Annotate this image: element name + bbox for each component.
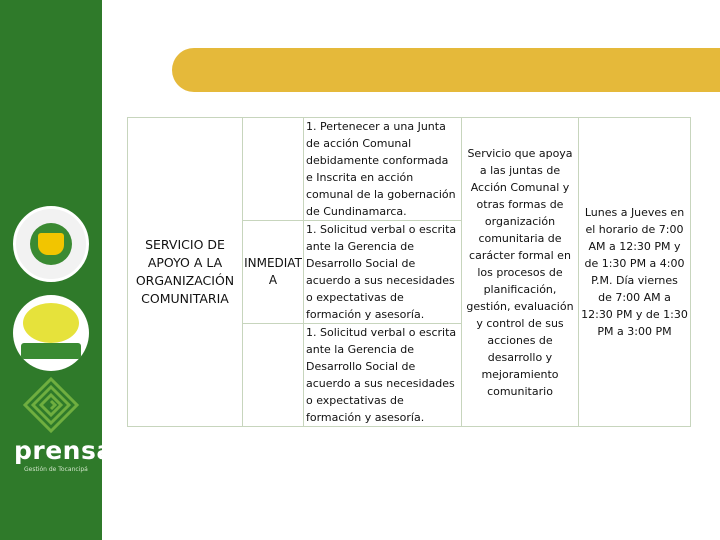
timing-cell-middle: INMEDIAT A <box>243 221 304 324</box>
seal-shield-icon <box>30 223 72 265</box>
timing-cell-bottom <box>243 324 304 427</box>
schedule-cell: Lunes a Jueves en el horario de 7:00 AM a 12:30 PM y de 1:30 PM a 4:00 P.M. Día viernes de 7:00 AM a 12:30 PM y de 1:30 PM a 3:00 PM <box>579 118 691 427</box>
requirement-cell-2: 1. Solicitud verbal o escrita ante la Gerencia de Desarrollo Social de acuerdo a sus necesidades o expectativas de formación y asesoría. <box>304 221 462 324</box>
left-sidebar <box>0 0 114 540</box>
table-row <box>128 118 691 221</box>
brand-wordmark: prensa <box>14 436 114 465</box>
timing-cell-top <box>243 118 304 221</box>
requirement-cell-3: 1. Solicitud verbal o escrita ante la Gerencia de Desarrollo Social de acuerdo a sus necesidades o expectativas de formación y asesoría. <box>304 324 462 427</box>
header-banner <box>172 48 720 92</box>
spiral-pattern-icon <box>22 376 80 434</box>
requirement-cell-1: 1. Pertenecer a una Junta de acción Comunal debidamente conformada e Inscrita en acción comunal de la gobernación de Cundinamarca. <box>304 118 462 221</box>
service-table <box>127 117 691 427</box>
inclusive-participative-logo <box>13 295 89 371</box>
mascot-icon <box>23 303 79 343</box>
brand-subtitle: Gestión de Tocancipá <box>24 466 88 473</box>
municipal-seal-logo <box>13 206 89 282</box>
description-cell: Servicio que apoya a las juntas de Acción Comunal y otras formas de organización comunitaria de carácter formal en los procesos de planificación, gestión, evaluación y control de sus acciones de desarrollo y mejoramiento comunitario <box>462 118 579 427</box>
service-name-cell: SERVICIO DE APOYO A LA ORGANIZACIÓN COMUNITARIA <box>128 118 243 427</box>
logo-tag <box>21 343 81 359</box>
